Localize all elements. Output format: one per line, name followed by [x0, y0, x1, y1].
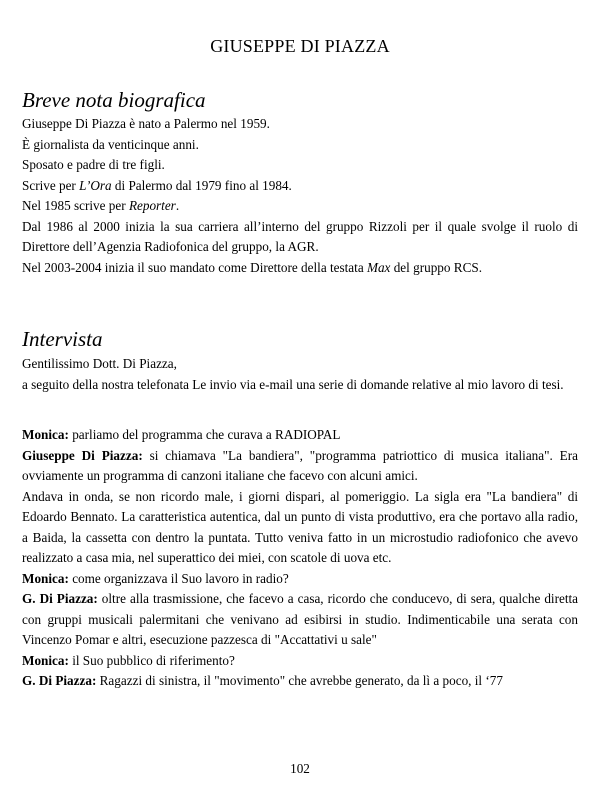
speaker: Giuseppe Di Piazza: [22, 447, 143, 463]
bio-line: Sposato e padre di tre figli. [22, 157, 165, 172]
bio-line: Nel 2003-2004 inizia il suo mandato come Direttore della testata Max del gruppo RCS. [22, 259, 482, 275]
exchange: Monica: il Suo pubblico di riferimento? [22, 652, 235, 668]
exchange: Monica: come organizzava il Suo lavoro in radio? [22, 570, 289, 586]
exchange: G. Di Piazza: oltre alla trasmissione, che facevo a casa, ricordo che conducevo, di sera, qualche diretta con gruppi musicali palermitani che venivano ad esibirsi in studio. Indimenticabile una serata con Vincenzo Pomar e altri, esecuzione pazzesca di "Accattativi u sale" [22, 591, 578, 647]
bio-line: Giuseppe Di Piazza è nato a Palermo nel 1959. [22, 116, 270, 131]
page-number: 102 [290, 761, 310, 776]
speaker: Monica: [22, 652, 69, 668]
greeting: Gentilissimo Dott. Di Piazza, [22, 356, 177, 371]
speaker: G. Di Piazza: [22, 673, 97, 688]
bio-line: Scrive per L’Ora di Palermo dal 1979 fino al 1984. [22, 177, 292, 193]
speaker: Monica: [22, 427, 69, 442]
exchange: G. Di Piazza: Ragazzi di sinistra, il "movimento" che avrebbe generato, da lì a poco, il ‘77 [22, 673, 503, 688]
exchange: Andava in onda, se non ricordo male, i giorni dispari, al pomeriggio. La sigla era "La bandiera" di Edoardo Bennato. La caratteristica autentica, dal un punto di vista produttivo, era che portavo alla radio, a Baida, la cassetta con dentro la puntata. Tutto veniva fatto in un microstudio radiofonico che avevo realizzato a casa mia, nel superattico dei miei, con scatole di uova etc. [22, 488, 578, 565]
speaker: Monica: [22, 570, 69, 586]
speaker: G. Di Piazza: [22, 591, 98, 606]
bio-line: È giornalista da venticinque anni. [22, 136, 199, 152]
interview-heading: Intervista [22, 327, 103, 351]
interview-intro [22, 354, 578, 395]
intro: a seguito della nostra telefonata Le invio via e-mail una serie di domande relative al mio lavoro di tesi. [22, 376, 564, 392]
page-title: GIUSEPPE DI PIAZZA [210, 36, 390, 56]
exchange: Giuseppe Di Piazza: si chiamava "La bandiera", "programma patriottico di musica italiana". Era ovviamente un programma di canzoni italiane che facevo con alcuni amici. [22, 447, 578, 483]
bio-line: Dal 1986 al 2000 inizia la sua carriera all’interno del gruppo Rizzoli per il quale svolge il ruolo di Direttore dell’Agenzia Radiofonica del gruppo, la AGR. [22, 218, 578, 254]
exchange: Monica: parliamo del programma che curava a RADIOPAL [22, 427, 341, 442]
interview-exchanges [22, 425, 578, 692]
bio-heading: Breve nota biografica [22, 88, 206, 112]
bio-line: Nel 1985 scrive per Reporter. [22, 198, 180, 213]
bio-section [22, 114, 578, 278]
